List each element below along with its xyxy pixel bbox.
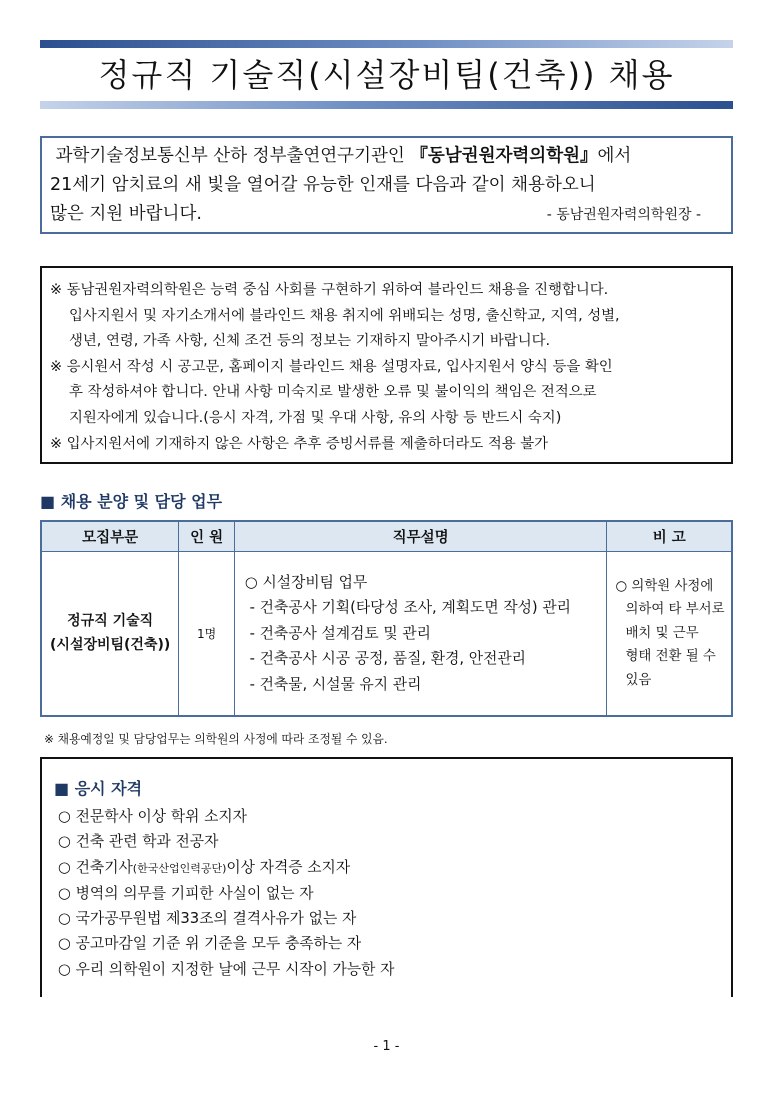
jobs-section-heading: ■ 채용 분양 및 담당 업무 [40, 492, 223, 511]
notice-line: ※ 입사지원서에 기재하지 않은 사항은 추후 증빙서류를 제출하더라도 적용 불가 [50, 435, 549, 452]
intro-line-1 [50, 142, 723, 171]
intro-line-1-text: 과학기술정보통신부 산하 정부출연연구기관인 [55, 146, 411, 166]
list-item: ○ 전문학사 이상 학위 소지자 [58, 808, 247, 825]
dept-name: 정규직 기술직 [67, 613, 154, 630]
list-item: ○ 국가공무원법 제33조의 결격사유가 없는 자 [58, 910, 357, 928]
qualifications-box [40, 757, 733, 997]
list-item: ○ 우리 의학원이 지정한 날에 근무 시작이 가능한 자 [58, 960, 395, 978]
dept-team: (시설장비팀(건축)) [50, 637, 171, 654]
list-item [54, 855, 721, 881]
license-label: ○ 건축기사 [58, 858, 133, 876]
notice-line: 지원자에게 있습니다.(응시 자격, 가점 및 우대 사항, 유의 사항 등 반드시 숙지) [69, 409, 562, 426]
notice-line: 생년, 연령, 가족 사항, 신체 조건 등의 정보는 기재하지 말아주시기 바랍니다. [69, 333, 551, 350]
notice-line: ※ 동남권원자력의학원은 능력 중심 사회를 구현하기 위하여 블라인드 채용을 진행합니다. [50, 282, 609, 298]
page-title: 정규직 기술직(시설장비팀(건축)) 채용 [98, 56, 675, 94]
note-line: 형태 전환 될 수 [625, 649, 716, 664]
desc-line: - 건축공사 설계검토 및 관리 [244, 624, 431, 642]
note-line: ○ 의학원 사정에 [615, 578, 714, 594]
license-issuer: (한국산업인력공단) [132, 861, 227, 875]
notice-box [40, 266, 733, 464]
title-top-rule [40, 40, 733, 48]
col-header-note: 비 고 [607, 521, 732, 551]
col-header-desc: 직무설명 [234, 521, 607, 551]
col-header-dept: 모집부문 [41, 521, 179, 551]
col-header-count: 인 원 [179, 521, 235, 551]
count-cell: 1명 [179, 551, 235, 716]
list-item: ○ 건축 관련 학과 전공자 [58, 833, 219, 851]
institute-name: 『동남권원자력의학원』 [410, 146, 598, 166]
intro-signature: - 동남권원자력의학원장 - [546, 207, 701, 223]
list-item: ○ 공고마감일 기준 위 기준을 모두 충족하는 자 [58, 935, 362, 953]
desc-line: ○ 시설장비팀 업무 [244, 573, 368, 591]
intro-line-1-suffix: 에서 [597, 146, 632, 166]
page-number: - 1 - [373, 1039, 400, 1054]
desc-line: - 건축물, 시설물 유지 관리 [244, 675, 422, 693]
notice-line: ※ 응시원서 작성 시 공고문, 홈페이지 블라인드 채용 설명자료, 입사지원서 양식 등을 확인 [50, 358, 613, 375]
desc-line: - 건축공사 기획(타당성 조사, 계획도면 작성) 관리 [244, 599, 571, 616]
jobs-footnote: ※ 채용예정일 및 담당업무는 의학원의 사정에 따라 조정될 수 있음. [44, 732, 388, 746]
desc-cell [234, 551, 607, 716]
notice-line: 입사지원서 및 자기소개서에 블라인드 채용 취지에 위배되는 성명, 출신학교, 지역, 성별, [69, 307, 620, 324]
note-line: 있음 [625, 672, 652, 688]
intro-line-2: 21세기 암치료의 새 빛을 열어갈 유능한 인재를 다음과 같이 채용하오니 [50, 175, 596, 195]
note-line: 배치 및 근무 [625, 625, 699, 641]
list-item: ○ 병역의 의무를 기피한 사실이 없는 자 [58, 884, 314, 902]
jobs-table [40, 520, 733, 717]
license-suffix: 이상 자격증 소지자 [226, 858, 351, 876]
desc-line: - 건축공사 시공 공정, 품질, 환경, 안전관리 [244, 650, 526, 667]
dept-cell [41, 551, 179, 716]
table-row [41, 551, 732, 716]
intro-box [40, 136, 733, 234]
note-cell [607, 551, 732, 716]
notice-line: 후 작성하셔야 합니다. 안내 사항 미숙지로 발생한 오류 및 불이익의 책임은 전적으로 [69, 384, 597, 401]
note-line: 의하여 타 부서로 [625, 602, 725, 617]
jobs-table-header [41, 521, 732, 551]
qualifications-heading: ■ 응시 자격 [54, 779, 143, 798]
title-bottom-rule [40, 101, 733, 109]
intro-line-3: 많은 지원 바랍니다. [50, 204, 202, 224]
